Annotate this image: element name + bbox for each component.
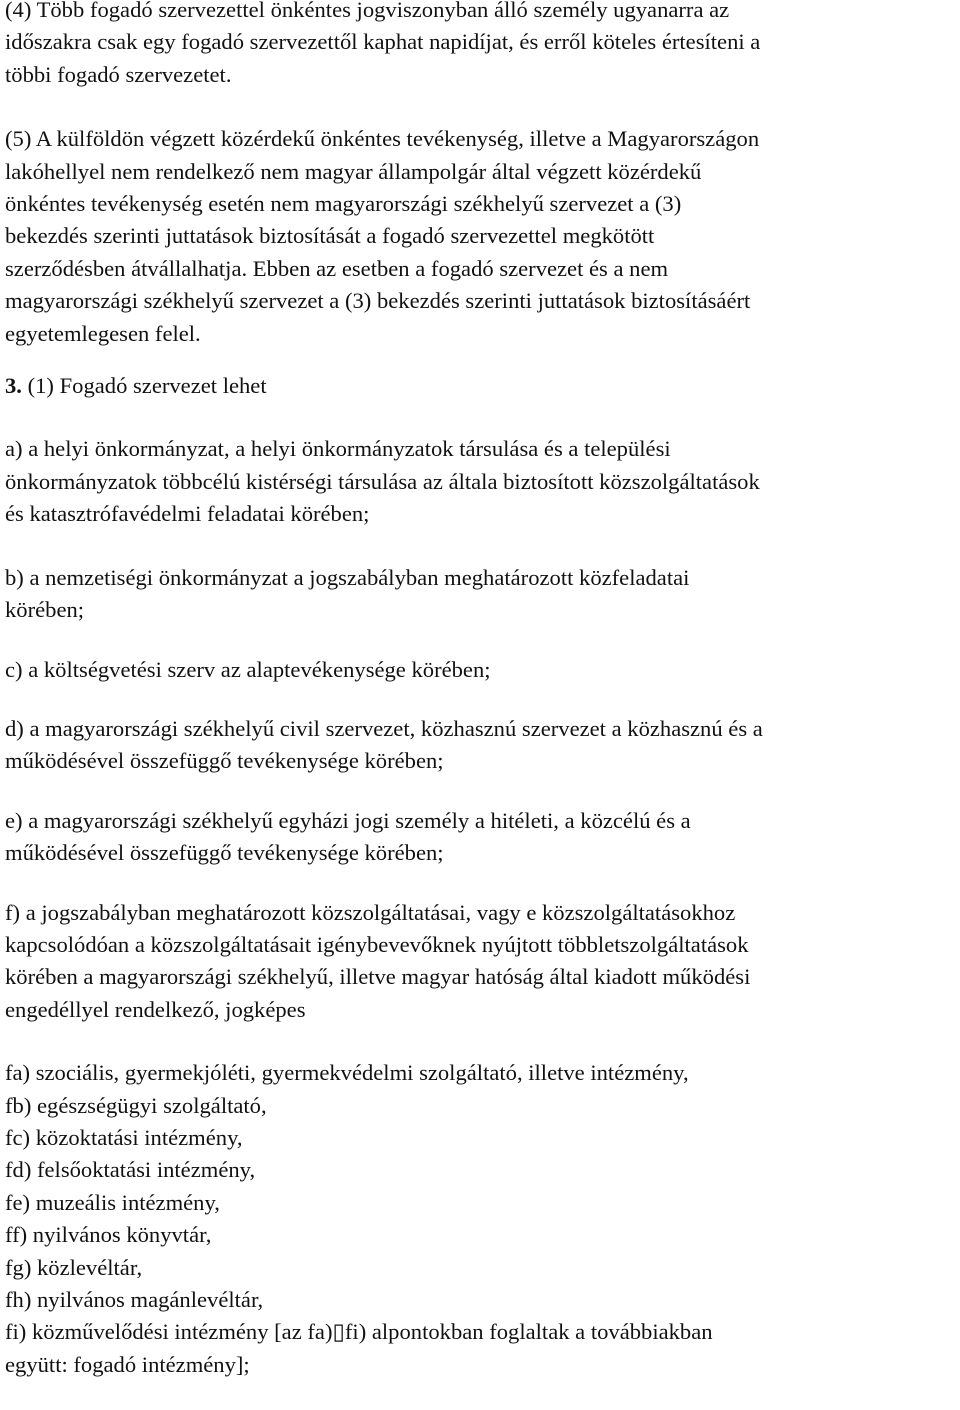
paragraph-4: (4) Több fogadó szervezettel önkéntes jogviszonyban álló személy ugyanarra az időszakra csak egy fogadó szervezettől kaphat napidíjat, és erről köteles értesíteni a többi fogadó szervezetet. [5, 0, 761, 87]
section-intro: (1) Fogadó szervezet lehet [27, 373, 267, 399]
item-c: c) a költségvetési szerv az alaptevékenysége körében; [5, 656, 491, 682]
subitem-list [5, 1057, 957, 1381]
item-a: a) a helyi önkormányzat, a helyi önkormányzatok társulása és a települési önkormányzatok többcélú kistérségi társulása az általa biztosított közszolgáltatások és katasztrófavédelmi feladatai körében; [5, 436, 760, 527]
subitem-fc: fc) közoktatási intézmény, [5, 1124, 243, 1150]
subitem-fi: fi) közművelődési intézmény [az fa)▯fi) alpontokban foglaltak a továbbiakban együtt: fogadó intézmény]; [5, 1319, 713, 1377]
item-f: f) a jogszabályban meghatározott közszolgáltatásai, vagy e közszolgáltatásokhoz kapcsolódóan a közszolgáltatásait igénybevevőknek nyújtott többletszolgáltatások körében a magyarországi székhelyű, illetve magyar hatóság által kiadott működési engedéllyel rendelkező, jogképes [5, 899, 751, 1022]
subitem-fh: fh) nyilvános magánlevéltár, [5, 1287, 264, 1312]
document-page [5, 0, 957, 1381]
subitem-fa: fa) szociális, gyermekjóléti, gyermekvédelmi szolgáltató, illetve intézmény, [5, 1060, 689, 1086]
item-e: e) a magyarországi székhelyű egyházi jogi személy a hitéleti, a közcélú és a működésével összefüggő tevékenysége körében; [5, 807, 691, 866]
subitem-fb: fb) egészségügyi szolgáltató, [5, 1092, 267, 1118]
item-b: b) a nemzetiségi önkormányzat a jogszabályban meghatározott közfeladatai körében; [5, 564, 690, 623]
section-3-heading [5, 370, 957, 402]
subitem-fg: fg) közlevéltár, [5, 1254, 143, 1280]
item-d: d) a magyarországi székhelyű civil szervezet, közhasznú szervezet a közhasznú és a működésével összefüggő tevékenysége körében; [5, 715, 763, 774]
section-number: 3. [5, 373, 28, 399]
paragraph-5: (5) A külföldön végzett közérdekű önkéntes tevékenység, illetve a Magyarországon lakóhellyel nem rendelkező nem magyar állampolgár által végzett közérdekű önkéntes tevékenység esetén nem magyarországi székhelyű szervezet a (3) bekezdés szerinti juttatások biztosítását a fogadó szervezettel megkötött szerződésben átvállalhatja. Ebben az esetben a fogadó szervezet és a nem magyarországi székhelyű szervezet a (3) bekezdés szerinti juttatások biztosításáért egyetemlegesen felel. [5, 126, 760, 346]
subitem-fe: fe) muzeális intézmény, [5, 1189, 220, 1215]
subitem-ff: ff) nyilvános könyvtár, [5, 1222, 212, 1248]
subitem-fd: fd) felsőoktatási intézmény, [5, 1157, 256, 1183]
